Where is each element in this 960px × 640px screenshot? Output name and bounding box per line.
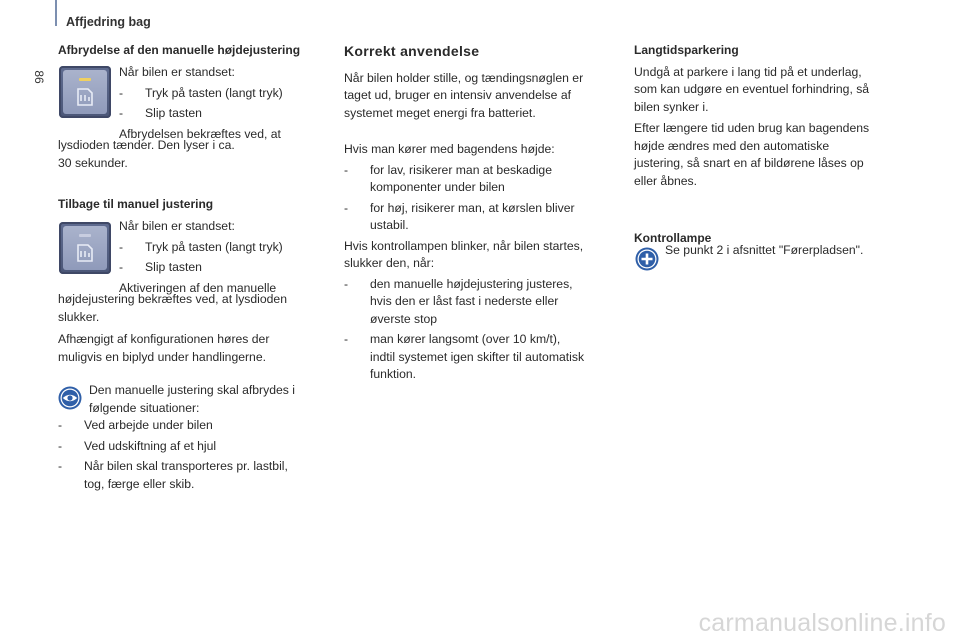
list-item: - Ved arbejde under bilen (58, 418, 213, 432)
cancel-confirm-rest: lysdioden tænder. Den lyser i ca. 30 sekunder. (58, 138, 235, 170)
list-item: - Tryk på tasten (langt tryk) (119, 239, 283, 254)
plus-reference-icon (635, 247, 659, 271)
eye-info-icon (58, 386, 82, 410)
heading-back-manual-wrap (58, 196, 330, 214)
list-item: - Når bilen skal transporteres pr. lastbil, tog, færge eller skib. (58, 459, 288, 491)
column-right (634, 42, 924, 248)
list-item: - for lav, risikerer man at beskadige komponenter under bilen (344, 162, 552, 194)
cancel-steps (119, 64, 339, 143)
column-middle (344, 43, 624, 384)
para-height-change: Efter længere tid uden brug kan bagendens højde ændres med den automatiske justering, så snart en af bildørene låses op eller åbnes. (634, 121, 870, 188)
list-item: - Slip tasten (119, 106, 202, 120)
cancel-confirm-line1: Afbrydelsen bekræftes ved, at (119, 126, 281, 141)
back-steps: Når bilen er standset: - Tryk på tasten (langt tryk) - Slip tasten Aktiveringen af den manuelle (119, 218, 339, 297)
back-intro: Når bilen er standset: (119, 219, 235, 233)
heading-long-parking: Langtidsparkering (634, 43, 739, 57)
situations-list (58, 417, 330, 493)
back-confirm-rest: højdejustering bekræftes ved, at lysdioden slukker. Afhængigt af konfigurationen høres der muligvis en biplyd under handlingerne. (58, 292, 287, 364)
list-item: - for høj, risikerer man, at kørslen bliver ustabil. (344, 200, 575, 232)
heading-cancel-manual: Afbrydelse af den manuelle højdejustering (58, 43, 301, 57)
note-situations: Den manuelle justering skal afbrydes i følgende situationer: (89, 383, 295, 415)
heading-warning-lamp: Kontrollampe (634, 231, 712, 245)
para-blink: Hvis kontrollampen blinker, når bilen startes, slukker den, når: (344, 238, 584, 270)
section-title: Affjedring bag (66, 15, 151, 29)
list-item: - Ved udskiftning af et hjul (58, 438, 217, 453)
cancel-intro: Når bilen er standset: (119, 65, 235, 79)
lamp-reference: Se punkt 2 i afsnittet "Førerpladsen". (665, 243, 864, 257)
list-item: - den manuelle højdejustering justeres, hvis den er låst fast i nederste eller øverste stop (344, 276, 573, 326)
watermark: carmanualsonline.info (698, 609, 946, 637)
page-number: 86 (32, 70, 46, 84)
para-battery: Når bilen holder stille, og tændingsnøglen er taget ud, bruger en intensiv anvendelse af systemet meget energi fra batteriet. (344, 70, 584, 120)
heading-back-manual: Tilbage til manuel justering (58, 197, 214, 211)
list-item: - Slip tasten (119, 260, 202, 274)
column-left (58, 42, 330, 60)
list-item: - man kører langsomt (over 10 km/t), indtil systemet igen skifter til automatisk funktion. (344, 332, 585, 381)
para-height: Hvis man kører med bagendens højde: (344, 142, 555, 156)
suspension-button-led-off-icon (59, 222, 111, 274)
header-rule (55, 0, 57, 26)
para-parking: Undgå at parkere i lang tid på et underlag, som kan udgøre en eventuel forhindring, så bilen synker i. (634, 64, 870, 114)
list-item: - Tryk på tasten (langt tryk) (119, 85, 283, 100)
suspension-button-led-on-icon (59, 66, 111, 118)
heading-correct-use: Korrekt anvendelse (344, 43, 480, 59)
